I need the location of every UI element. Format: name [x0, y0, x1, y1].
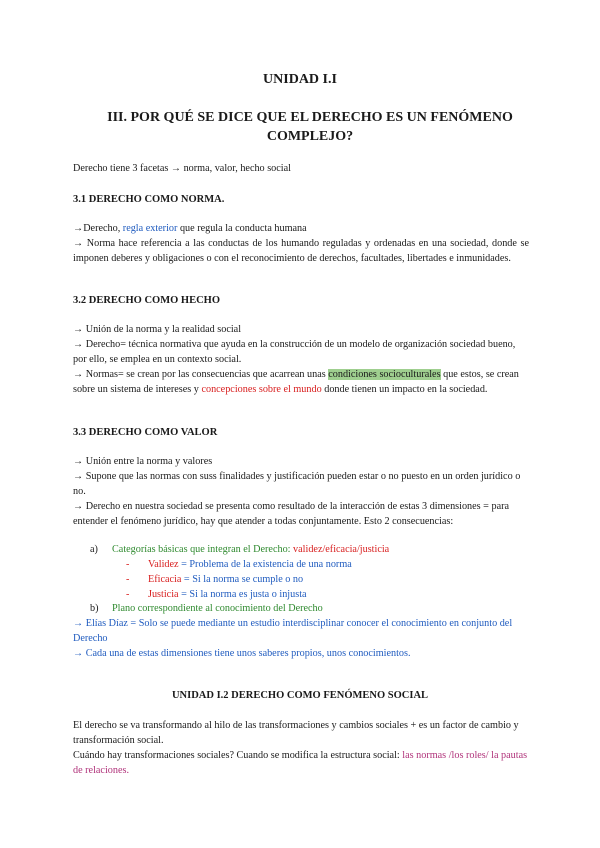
unit2-body	[73, 718, 529, 778]
section3-body	[73, 454, 529, 529]
unit2-para2: Cuándo hay transformaciones sociales? Cuando se modifica la estructura social: las normas /los roles/ la pautas de relaciones.	[73, 750, 528, 776]
list-item-b: b) Plano correspondiente al conocimiento del Derecho	[90, 603, 323, 614]
highlight-condiciones: condiciones socioculturales	[328, 369, 441, 380]
main-heading: III. POR QUÉ SE DICE QUE EL DERECHO ES UN FENÓMENO COMPLEJO?	[107, 110, 513, 144]
section3-heading: 3.3 DERECHO COMO VALOR	[73, 427, 218, 438]
section3-line1: → Unión entre la norma y valores	[73, 456, 213, 467]
section1-line2: → Norma hace referencia a las conductas de los humando reguladas y ordenadas en una sociedad, donde se imponen deberes y obligaciones o con el reconocimiento de derechos, facultades, libertades e inmunidades.	[73, 238, 529, 264]
elias-diaz-note: → Elías Díaz = Solo se puede mediante un estudio interdisciplinar conocer el conocimiento en conjunto del Derecho	[73, 618, 513, 644]
sub-item-eficacia: - Eficacia = Si la norma se cumple o no	[126, 574, 304, 585]
list-item-a: a) Categorías básicas que integran el Derecho: validez/eficacia/justicia	[90, 544, 390, 555]
unit2-para1: El derecho se va transformando al hilo de las transformaciones y cambios sociales + es un factor de cambio y transformación social.	[73, 720, 519, 746]
section1-body	[73, 221, 529, 266]
section1-heading: 3.1 DERECHO COMO NORMA.	[73, 194, 225, 205]
section2-line1: → Unión de la norma y la realidad social	[73, 324, 242, 335]
section2-line2: → Derecho= técnica normativa que ayuda en la construcción de un modelo de organización sociedad bueno, por ello, se emplea en un contexto social.	[73, 339, 516, 365]
sub-item-justicia: - Justicia = Si la norma es justa o injusta	[126, 589, 307, 600]
section2-line3: → Normas= se crean por las consecuencias que acarrean unas condiciones socioculturales que estos, se crean sobre un sistema de intereses y concepciones sobre el mundo donde tienen un impacto en la sociedad.	[73, 369, 519, 395]
dimensiones-note: → Cada una de estas dimensiones tiene unos saberes propios, unos conocimientos.	[73, 648, 411, 659]
unit-title: UNIDAD I.I	[263, 72, 337, 87]
concepciones-text: concepciones sobre el mundo	[201, 384, 322, 395]
intro-line: Derecho tiene 3 facetas → norma, valor, hecho social	[73, 163, 291, 174]
sub-item-validez: - Validez = Problema de la existencia de una norma	[126, 559, 352, 570]
section1-line1: →Derecho, regla exterior que regula la conducta humana	[73, 223, 307, 234]
estructura-social-items: las normas /los roles/ la pautas de relaciones.	[73, 750, 528, 776]
section3-line3: → Derecho en nuestra sociedad se presenta como resultado de la interacción de estas 3 dimensiones = para entender el fenómeno jurídico, hay que atender a todas conjuntamente. Esto 2 consecuencias:	[73, 501, 510, 527]
section2-heading: 3.2 DERECHO COMO HECHO	[73, 295, 221, 306]
sub-list	[126, 557, 526, 602]
regla-exterior-text: regla exterior	[122, 223, 178, 234]
unit2-heading: UNIDAD I.2 DERECHO COMO FENÓMENO SOCIAL	[171, 690, 429, 701]
section2-body	[73, 322, 529, 397]
section3-line2: → Supone que las normas con suss finalidades y justificación pueden estar o no puesto en un orden jurídico o no.	[73, 471, 521, 497]
